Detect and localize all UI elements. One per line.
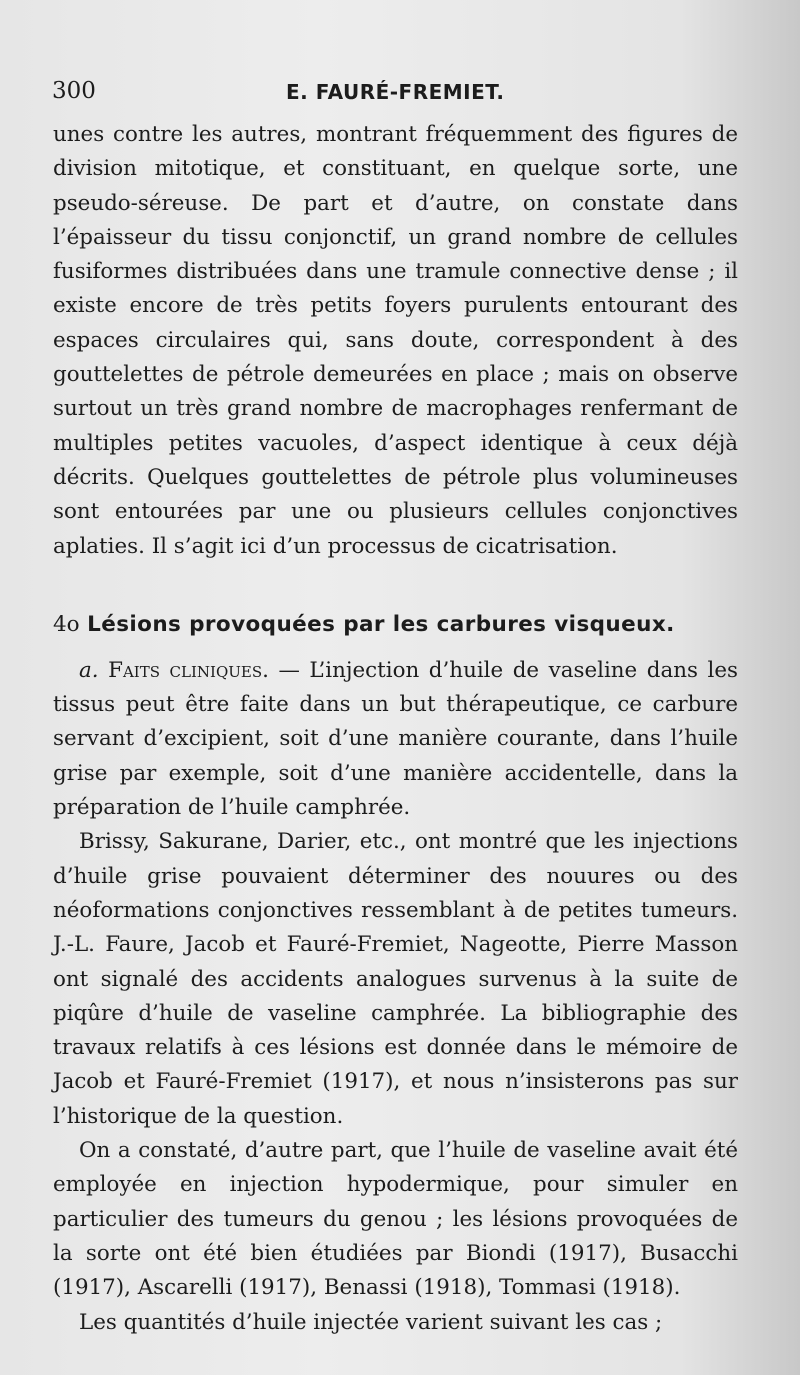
section-heading bbox=[53, 608, 738, 642]
running-head: E. FAURÉ-FREMIET. bbox=[286, 80, 505, 104]
paragraph-hypodermic-use: On a constaté, d’autre part, que l’huile de vaseline avait été employée en injection hypodermique, pour simuler en particulier des tumeurs du genou ; les lésions provoquées de la sorte ont été bien étudiées par Biondi (1917), Busacchi (1917), Ascarelli (1917), Benassi (1918), Tommasi (1918). bbox=[53, 1138, 738, 1301]
subsection-title: Faits cliniques. bbox=[108, 657, 269, 683]
page-number: 300 bbox=[52, 78, 96, 104]
subsection-label: a. bbox=[79, 657, 99, 683]
paragraph-continuation: unes contre les autres, montrant fréquemment des figures de division mitotique, et constituant, en quelque sorte, une pseudo-séreuse. De part et d’autre, on constate dans l’épaisseur du tissu conjonctif, un grand nombre de cellules fusiformes distribuées dans une tramule connective dense ; il existe encore de très petits foyers purulents entourant des espaces circulaires qui, sans doute, correspondent à des gouttelettes de pétrole demeurées en place ; mais on observe surtout un très grand nombre de macrophages renfermant de multiples petites vacuoles, d’aspect identique à ceux déjà décrits. Quelques gouttelettes de pétrole plus volumineuses sont entourées par une ou plusieurs cellules conjonctives aplaties. Il s’agit ici d’un processus de cicatrisation. bbox=[53, 122, 738, 559]
paragraph-prior-observations: Brissy, Sakurane, Darier, etc., ont montré que les injections d’huile grise pouvaient déterminer des nouures ou des néoformations conjonctives ressemblant à de petites tumeurs. J.-L. Faure, Jacob et Fauré-Fremiet, Nageotte, Pierre Masson ont signalé des accidents analogues survenus à la suite de piqûre d’huile de vaseline camphrée. La bibliographie des travaux relatifs à ces lésions est donnée dans le mémoire de Jacob et Fauré-Fremiet (1917), et nous n’insisterons pas sur l’historique de la question. bbox=[53, 829, 738, 1129]
paragraph-clinical-facts bbox=[53, 654, 738, 825]
page-body bbox=[53, 118, 738, 1340]
paragraph-quantities: Les quantités d’huile injectée varient suivant les cas ; bbox=[79, 1309, 663, 1335]
page-header bbox=[52, 78, 740, 108]
paragraph-text: — L’injection d’huile de vaseline dans les tissus peut être faite dans un but thérapeutique, ce carbure servant d’excipient, soit d’une manière courante, dans l’huile grise par exemple, soit d’une manière accidentelle, dans la préparation de l’huile camphrée. bbox=[53, 657, 738, 821]
section-title: Lésions provoquées par les carbures visqueux. bbox=[87, 611, 675, 637]
section-number: 4o bbox=[53, 611, 80, 637]
